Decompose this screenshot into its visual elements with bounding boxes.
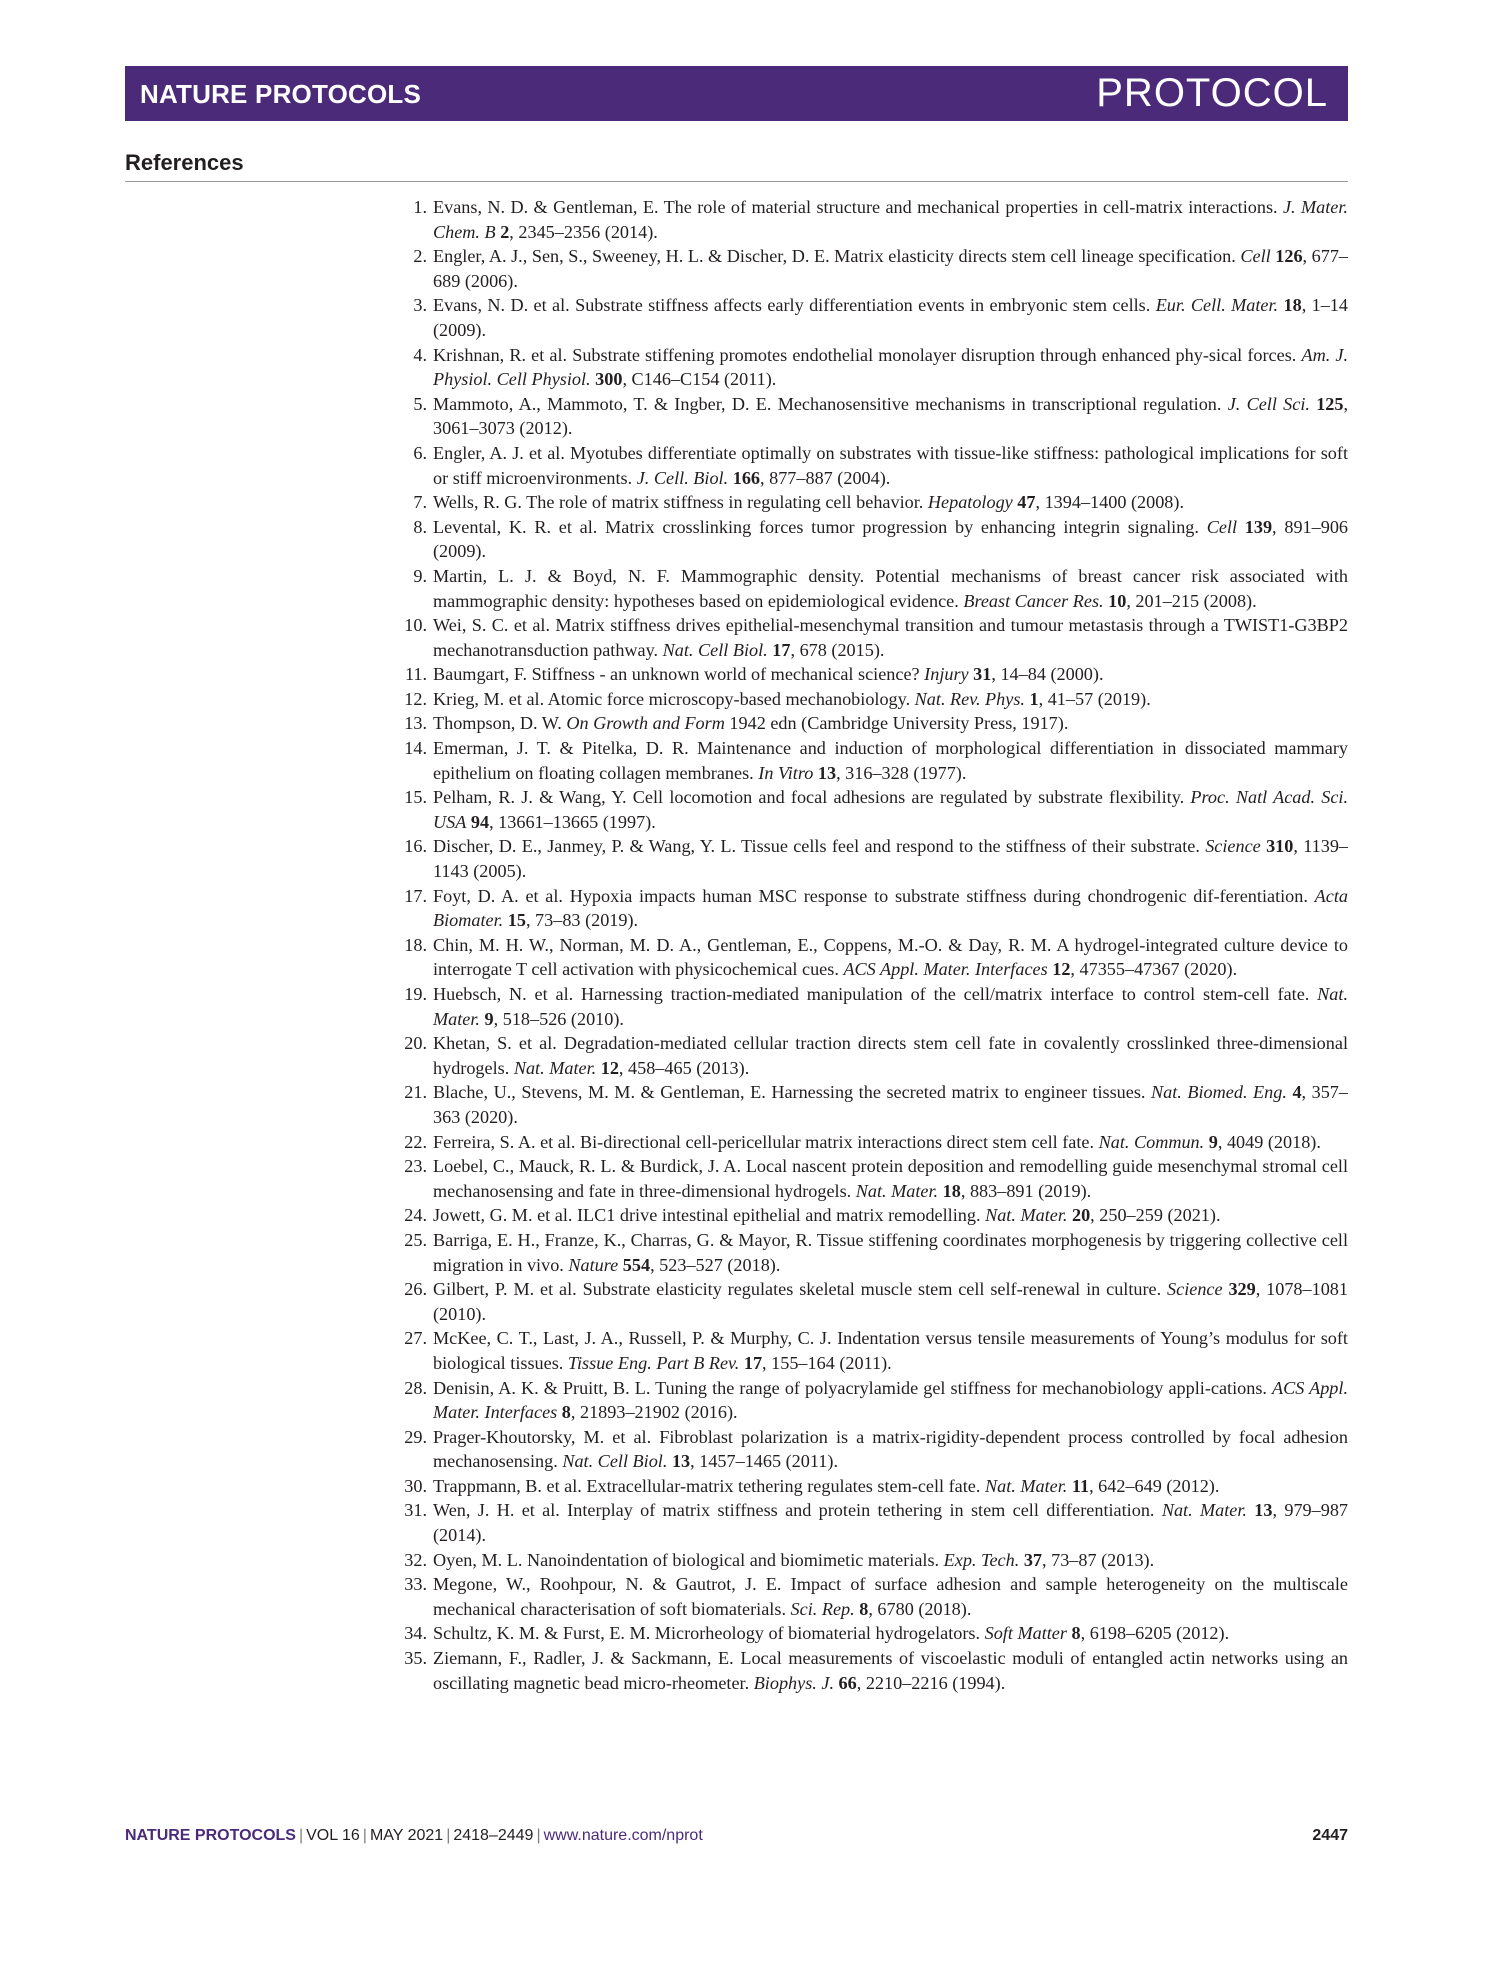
reference-text: Chin, M. H. W., Norman, M. D. A., Gentleman, E., Coppens, M.-O. & Day, R. M. A hydrogel-integrated culture device to interrogate T cell activation with physicochemical cues. <box>433 934 1348 980</box>
reference-item <box>395 1646 1348 1695</box>
reference-number: 1. <box>413 197 427 217</box>
reference-number: 20. <box>404 1033 427 1054</box>
reference-volume: 8 <box>1071 1623 1081 1644</box>
reference-number: 5. <box>413 393 427 414</box>
reference-number: 34. <box>404 1623 427 1644</box>
reference-text: , 2210–2216 (1994). <box>856 1672 1006 1693</box>
reference-number: 16. <box>404 836 427 857</box>
reference-journal: Eur. Cell. Mater. <box>1155 295 1279 316</box>
reference-text: , 250–259 (2021). <box>1090 1205 1221 1226</box>
reference-text: , 883–891 (2019). <box>960 1180 1092 1201</box>
reference-journal: Nat. Cell Biol. <box>562 1451 668 1472</box>
reference-text: Trappmann, B. et al. Extracellular-matrix tethering regulates stem-cell fate. <box>433 1475 985 1496</box>
reference-text: Pelham, R. J. & Wang, Y. Cell locomotion and focal adhesions are regulated by substrate flexibility. <box>433 787 1191 808</box>
reference-journal: In Vitro <box>758 762 814 783</box>
reference-volume: 13 <box>817 762 837 783</box>
reference-text: Wei, S. C. et al. Matrix stiffness drives epithelial-mesenchymal transition and tumour metastasis through a TWIST1-G3BP2 mechanotransduction pathway. <box>433 615 1348 660</box>
reference-volume: 554 <box>622 1254 651 1275</box>
footer-separator: | <box>536 1827 541 1844</box>
reference-text: Huebsch, N. et al. Harnessing traction-mediated manipulation of the cell/matrix interface to control stem-cell fate. <box>433 984 1318 1004</box>
reference-volume: 94 <box>470 811 490 832</box>
reference-number: 24. <box>404 1205 427 1226</box>
reference-text: Levental, K. R. et al. Matrix crosslinking forces tumor progression by enhancing integrin signaling. <box>433 516 1207 537</box>
reference-number: 2. <box>413 246 427 267</box>
reference-text: Gilbert, P. M. et al. Substrate elasticity regulates skeletal muscle stem cell self-renewal in culture. <box>433 1279 1168 1300</box>
reference-item <box>395 1376 1348 1425</box>
reference-number: 10. <box>404 615 427 636</box>
reference-text: Engler, A. J., Sen, S., Sweeney, H. L. & Discher, D. E. Matrix elasticity directs stem cell lineage specification. <box>433 246 1241 267</box>
reference-item <box>395 343 1348 392</box>
reference-text: , 13661–13665 (1997). <box>489 811 656 832</box>
reference-text: , 518–526 (2010). <box>493 1008 624 1029</box>
reference-volume: 9 <box>1208 1131 1218 1152</box>
reference-text: Krishnan, R. et al. Substrate stiffening promotes endothelial monolayer disruption through enhanced phy-sical forces. <box>433 344 1302 365</box>
reference-journal: Nat. Rev. Phys. <box>914 688 1025 709</box>
reference-item <box>395 1326 1348 1375</box>
reference-text: 1942 edn (Cambridge University Press, 1917). <box>724 713 1069 734</box>
reference-item <box>395 515 1348 564</box>
reference-journal: J. Mater. Chem. B <box>433 197 1348 242</box>
reference-text: Mammoto, A., Mammoto, T. & Ingber, D. E. Mechanosensitive mechanisms in transcriptional regulation. <box>433 393 1228 414</box>
reference-text: Thompson, D. W. <box>433 713 567 734</box>
reference-number: 32. <box>404 1549 427 1570</box>
reference-text: , 4049 (2018). <box>1217 1131 1321 1152</box>
reference-number: 9. <box>413 565 427 586</box>
reference-number: 19. <box>404 984 427 1004</box>
reference-volume: 9 <box>484 1008 494 1029</box>
reference-text: Baumgart, F. Stiffness - an unknown world of mechanical science? <box>433 664 925 685</box>
reference-journal: J. Cell Sci. <box>1227 393 1310 414</box>
reference-journal: Nat. Mater. <box>513 1057 597 1078</box>
reference-text: Jowett, G. M. et al. ILC1 drive intestinal epithelial and matrix remodelling. <box>433 1205 986 1226</box>
reference-item <box>395 1203 1348 1228</box>
reference-volume: 300 <box>595 369 623 390</box>
reference-text: Wen, J. H. et al. Interplay of matrix stiffness and protein tethering in stem cell differentiation. <box>433 1500 1162 1521</box>
reference-item <box>395 1474 1348 1499</box>
reference-journal: Science <box>1205 836 1261 857</box>
reference-journal: ACS Appl. Mater. Interfaces <box>843 959 1048 980</box>
reference-number: 27. <box>404 1328 427 1349</box>
reference-volume: 329 <box>1228 1279 1256 1300</box>
reference-volume: 2 <box>500 221 510 242</box>
reference-item <box>395 392 1348 441</box>
reference-journal: Nat. Mater. <box>985 1205 1068 1226</box>
reference-text: Loebel, C., Mauck, R. L. & Burdick, J. A. Local nascent protein deposition and remodelling guide mesenchymal stromal cell mechanosensing and fate in three-dimensional hydrogels. <box>433 1156 1348 1201</box>
reference-volume: 8 <box>859 1598 869 1619</box>
footer-separator: | <box>446 1827 451 1844</box>
reference-text: Foyt, D. A. et al. Hypoxia impacts human MSC response to substrate stiffness during chondrogenic dif-ferentiation. <box>433 885 1315 906</box>
reference-text: Blache, U., Stevens, M. M. & Gentleman, E. Harnessing the secreted matrix to engineer tissues. <box>433 1082 1152 1103</box>
reference-volume: 10 <box>1108 590 1127 611</box>
reference-text: , 1394–1400 (2008). <box>1035 492 1185 513</box>
reference-item <box>395 662 1348 687</box>
reference-item <box>395 293 1348 342</box>
reference-journal: Science <box>1167 1279 1223 1300</box>
reference-number: 7. <box>413 492 427 513</box>
reference-journal: Proc. Natl Acad. Sci. USA <box>433 787 1348 832</box>
reference-volume: 8 <box>561 1402 571 1423</box>
reference-text: Ferreira, S. A. et al. Bi-directional cell-pericellular matrix interactions direct stem cell fate. <box>433 1131 1099 1152</box>
reference-item <box>395 711 1348 736</box>
reference-text: , 21893–21902 (2016). <box>570 1402 738 1423</box>
reference-text: Prager-Khoutorsky, M. et al. Fibroblast polarization is a matrix-rigidity-dependent process controlled by focal adhesion mechanosensing. <box>433 1426 1348 1472</box>
reference-text: , 3061–3073 (2012). <box>433 393 1349 439</box>
reference-text: , 316–328 (1977). <box>836 762 967 783</box>
reference-text: , 891–906 (2009). <box>433 516 1348 562</box>
reference-text: , 979–987 (2014). <box>433 1500 1349 1546</box>
journal-name: NATURE PROTOCOLS <box>140 79 422 109</box>
reference-list <box>395 195 1348 1695</box>
reference-journal: Tissue Eng. Part B Rev. <box>567 1352 740 1373</box>
reference-text: Denisin, A. K. & Pruitt, B. L. Tuning the range of polyacrylamide gel stiffness for mechanobiology appli-cations. <box>433 1377 1273 1398</box>
reference-item <box>395 1548 1348 1573</box>
reference-text: , 523–527 (2018). <box>650 1254 781 1275</box>
footer-citation <box>125 1827 703 1845</box>
reference-journal: Cell <box>1240 246 1271 267</box>
footer-separator: | <box>298 1827 304 1844</box>
article-type: PROTOCOL <box>1096 71 1328 115</box>
reference-number: 12. <box>404 688 427 709</box>
reference-number: 17. <box>404 885 427 906</box>
reference-journal: Biophys. J. <box>753 1672 834 1693</box>
reference-text: Ziemann, F., Radler, J. & Sackmann, E. Local measurements of viscoelastic moduli of entangled actin networks using an oscillating magnetic bead micro-rheometer. <box>433 1648 1348 1693</box>
reference-journal: Nat. Mater. <box>1161 1500 1247 1521</box>
reference-text: Discher, D. E., Janmey, P. & Wang, Y. L. Tissue cells feel and respond to the stiffness of their substrate. <box>433 836 1206 857</box>
reference-item <box>395 884 1348 933</box>
section-title: References <box>125 150 1348 182</box>
reference-number: 26. <box>404 1279 427 1300</box>
reference-volume: 13 <box>1254 1500 1273 1521</box>
reference-number: 29. <box>404 1426 427 1447</box>
reference-journal: Nat. Biomed. Eng. <box>1151 1082 1287 1103</box>
reference-item <box>395 785 1348 834</box>
reference-item <box>395 736 1348 785</box>
reference-journal: Acta Biomater. <box>433 885 1348 931</box>
reference-volume: 18 <box>942 1180 961 1201</box>
reference-text: , 73–87 (2013). <box>1042 1549 1155 1570</box>
reference-volume: 31 <box>973 664 992 685</box>
reference-item <box>395 1130 1348 1155</box>
reference-item <box>395 1228 1348 1277</box>
reference-volume: 4 <box>1292 1082 1302 1103</box>
reference-number: 28. <box>404 1377 427 1398</box>
reference-item <box>395 982 1348 1031</box>
reference-number: 35. <box>404 1648 427 1669</box>
reference-text: McKee, C. T., Last, J. A., Russell, P. & Murphy, C. J. Indentation versus tensile measurements of Young’s modulus for soft biological tissues. <box>433 1328 1348 1373</box>
reference-text: Barriga, E. H., Franze, K., Charras, G. & Mayor, R. Tissue stiffening coordinates morphogenesis by triggering collective cell migration in vivo. <box>433 1229 1348 1275</box>
reference-journal: Nature <box>568 1254 619 1275</box>
reference-volume: 13 <box>671 1451 691 1472</box>
reference-journal: Nat. Mater. <box>984 1475 1068 1496</box>
reference-text: , 677–689 (2006). <box>433 246 1349 291</box>
footer-pages: 2418–2449 <box>453 1827 534 1844</box>
reference-volume: 17 <box>772 639 791 660</box>
reference-journal: On Growth and Form <box>566 713 725 734</box>
reference-volume: 18 <box>1283 295 1302 316</box>
reference-number: 3. <box>413 295 427 316</box>
reference-journal: Am. J. Physiol. Cell Physiol. <box>433 344 1348 390</box>
reference-item <box>395 195 1348 244</box>
reference-text: , 458–465 (2013). <box>618 1057 750 1078</box>
reference-journal: Breast Cancer Res. <box>963 590 1104 611</box>
reference-volume: 47 <box>1017 492 1036 513</box>
reference-text: Megone, W., Roohpour, N. & Gautrot, J. E. Impact of surface adhesion and sample heterogeneity on the multiscale mechanical characterisation of soft biomaterials. <box>433 1574 1348 1619</box>
reference-journal: Injury <box>924 664 969 685</box>
reference-text: , 1078–1081 (2010). <box>433 1279 1348 1324</box>
reference-text: , 73–83 (2019). <box>525 910 639 931</box>
reference-item <box>395 1498 1348 1547</box>
reference-volume: 12 <box>600 1057 619 1078</box>
footer-journal: NATURE PROTOCOLS <box>125 1827 296 1844</box>
footer-volume: VOL 16 <box>306 1827 360 1844</box>
reference-text: Wells, R. G. The role of matrix stiffness in regulating cell behavior. <box>433 492 928 513</box>
reference-item <box>395 1425 1348 1474</box>
reference-item <box>395 244 1348 293</box>
reference-number: 6. <box>413 442 427 463</box>
reference-item <box>395 1031 1348 1080</box>
reference-volume: 166 <box>732 467 760 488</box>
reference-number: 23. <box>404 1156 427 1177</box>
reference-text: , 678 (2015). <box>790 639 885 660</box>
reference-volume: 310 <box>1266 836 1294 857</box>
reference-volume: 66 <box>838 1672 857 1693</box>
reference-item <box>395 613 1348 662</box>
reference-volume: 20 <box>1071 1205 1091 1226</box>
reference-volume: 37 <box>1023 1549 1042 1570</box>
reference-number: 33. <box>404 1574 427 1595</box>
reference-text <box>1237 517 1245 537</box>
reference-volume: 11 <box>1071 1475 1090 1496</box>
reference-text: Evans, N. D. & Gentleman, E. The role of material structure and mechanical properties in cell-matrix interactions. <box>433 197 1283 217</box>
reference-number: 8. <box>413 516 427 537</box>
reference-item <box>395 564 1348 613</box>
reference-journal: Soft Matter <box>984 1623 1067 1644</box>
reference-item <box>395 441 1348 490</box>
reference-number: 13. <box>404 713 427 734</box>
reference-text: , 155–164 (2011). <box>762 1352 892 1373</box>
reference-item <box>395 687 1348 712</box>
reference-item <box>395 1080 1348 1129</box>
reference-text: , 357–363 (2020). <box>433 1082 1348 1127</box>
reference-text: , 1139–1143 (2005). <box>433 836 1349 882</box>
reference-number: 31. <box>404 1500 427 1521</box>
reference-number: 22. <box>404 1131 427 1152</box>
reference-text: , 1457–1465 (2011). <box>690 1451 838 1472</box>
reference-journal: Hepatology <box>927 492 1013 513</box>
reference-volume: 126 <box>1275 246 1303 267</box>
reference-item <box>395 1621 1348 1646</box>
reference-text: , 47355–47367 (2020). <box>1070 959 1238 980</box>
reference-volume: 125 <box>1316 393 1344 414</box>
reference-number: 14. <box>404 738 427 759</box>
reference-number: 30. <box>404 1475 427 1496</box>
reference-text: , 14–84 (2000). <box>991 664 1104 685</box>
reference-volume: 1 <box>1029 688 1039 709</box>
reference-journal: Nat. Mater. <box>855 1180 939 1201</box>
reference-number: 4. <box>413 344 427 365</box>
reference-journal: Sci. Rep. <box>790 1598 855 1619</box>
reference-volume: 139 <box>1244 516 1273 537</box>
journal-banner <box>125 66 1348 121</box>
reference-journal: Cell <box>1206 516 1238 537</box>
reference-item <box>395 1277 1348 1326</box>
reference-number: 15. <box>404 787 427 808</box>
footer-separator: | <box>362 1827 367 1844</box>
reference-item <box>395 1572 1348 1621</box>
reference-text: , 642–649 (2012). <box>1089 1475 1220 1496</box>
reference-volume: 17 <box>743 1352 763 1373</box>
reference-text: , 2345–2356 (2014). <box>509 221 658 242</box>
reference-text: Martin, L. J. & Boyd, N. F. Mammographic density. Potential mechanisms of breast cancer risk associated with mammographic density: hypotheses based on epidemiological evidence. <box>433 565 1348 611</box>
reference-text: Engler, A. J. et al. Myotubes differentiate optimally on substrates with tissue-like stiffness: pathological implications for soft or stiff microenvironments. <box>433 442 1348 488</box>
reference-text: , C146–C154 (2011). <box>622 369 777 390</box>
reference-journal: Nat. Cell Biol. <box>662 639 768 660</box>
reference-item <box>395 1154 1348 1203</box>
reference-journal: Nat. Commun. <box>1098 1131 1205 1152</box>
reference-item <box>395 834 1348 883</box>
reference-text: , 877–887 (2004). <box>760 467 891 488</box>
reference-text: Khetan, S. et al. Degradation-mediated cellular traction directs stem cell fate in covalently crosslinked three-dimensional hydrogels. <box>433 1033 1348 1078</box>
reference-journal: Nat. Mater. <box>433 984 1348 1029</box>
page-footer <box>125 1827 1348 1851</box>
reference-text: Schultz, K. M. & Furst, E. M. Microrheology of biomaterial hydrogelators. <box>433 1623 985 1644</box>
reference-number: 21. <box>404 1082 427 1103</box>
reference-text: Krieg, M. et al. Atomic force microscopy-based mechanobiology. <box>433 688 915 709</box>
reference-number: 11. <box>404 664 427 685</box>
reference-journal: Exp. Tech. <box>943 1549 1020 1570</box>
footer-url-link[interactable]: www.nature.com/nprot <box>543 1827 703 1844</box>
reference-text: , 6780 (2018). <box>868 1598 972 1619</box>
reference-number: 25. <box>404 1229 427 1250</box>
reference-number: 18. <box>404 934 427 955</box>
page-number: 2447 <box>1312 1827 1348 1844</box>
reference-text: Oyen, M. L. Nanoindentation of biological and biomimetic materials. <box>433 1549 944 1570</box>
reference-journal: J. Cell. Biol. <box>636 467 729 488</box>
reference-volume: 15 <box>507 910 526 931</box>
reference-text: , 1–14 (2009). <box>433 295 1348 340</box>
reference-text: , 6198–6205 (2012). <box>1080 1623 1230 1644</box>
reference-text: Evans, N. D. et al. Substrate stiffness affects early differentiation events in embryonic stem cells. <box>433 295 1156 316</box>
reference-text: Emerman, J. T. & Pitelka, D. R. Maintenance and induction of morphological differentiation in dissociated mammary epithelium on floating collagen membranes. <box>433 738 1348 783</box>
reference-volume: 12 <box>1052 959 1071 980</box>
reference-journal: ACS Appl. Mater. Interfaces <box>433 1377 1349 1423</box>
reference-item <box>395 933 1348 982</box>
footer-date: MAY 2021 <box>369 1827 444 1844</box>
reference-item <box>395 490 1348 515</box>
reference-text: , 201–215 (2008). <box>1126 590 1257 611</box>
reference-text: , 41–57 (2019). <box>1038 688 1151 709</box>
